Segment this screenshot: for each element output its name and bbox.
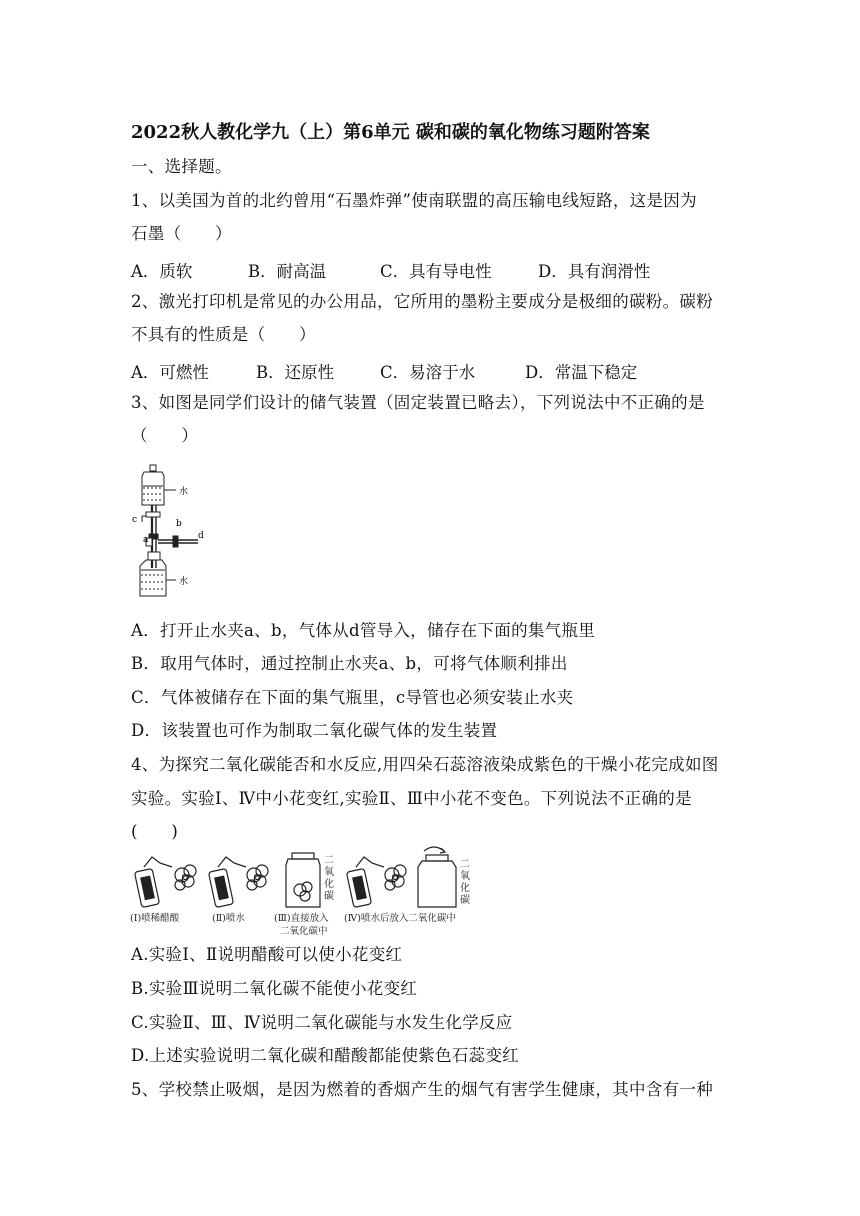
flower-experiment-figure xyxy=(130,845,475,940)
q4-option-c: C.实验Ⅱ、Ⅲ、Ⅳ说明二氧化碳能与水发生化学反应 xyxy=(131,1013,513,1032)
q4-option-d: D.上述实验说明二氧化碳和醋酸都能使紫色石蕊变红 xyxy=(131,1046,520,1065)
label-d: d xyxy=(198,531,204,541)
caption-exp-1: (Ⅰ)喷稀醋酸 xyxy=(130,913,180,924)
q5-stem-line1: 5、学校禁止吸烟，是因为燃着的香烟产生的烟气有害学生健康，其中含有一种 xyxy=(131,1080,713,1099)
caption-exp-3a: (Ⅲ)直接放入 xyxy=(274,913,329,924)
section-heading: 一、选择题。 xyxy=(131,157,232,176)
q1-option-c: C．具有导电性 xyxy=(380,262,492,281)
q4-option-a: A.实验Ⅰ、Ⅱ说明醋酸可以使小花变红 xyxy=(131,945,403,964)
flower-icon xyxy=(175,865,196,890)
q4-stem-line3: ( ) xyxy=(131,822,179,841)
q1-option-b: B．耐高温 xyxy=(248,262,327,281)
q1-option-d: D．具有润滑性 xyxy=(538,262,651,281)
caption-exp-3b: 二氧化碳中 xyxy=(280,926,328,937)
q2-option-d: D．常温下稳定 xyxy=(525,363,638,382)
co2-char: 碳 xyxy=(460,895,470,906)
sprayer-icon xyxy=(208,857,246,907)
sprayer-icon xyxy=(134,857,172,907)
q3-option-d: D．该装置也可作为制取二氧化碳气体的发生装置 xyxy=(131,721,498,740)
arrow-icon xyxy=(424,847,444,851)
jar-icon xyxy=(286,853,320,907)
q4-stem-line1: 4、为探究二氧化碳能否和水反应,用四朵石蕊溶液染成紫色的干燥小花完成如图 xyxy=(131,755,719,774)
co2-char: 二 xyxy=(324,855,334,866)
q1-option-a: A．质软 xyxy=(131,262,193,281)
q3-option-a: A．打开止水夹a、b，气体从d管导入，储存在下面的集气瓶里 xyxy=(131,621,596,640)
q2-options xyxy=(131,359,637,383)
document-title: 2022秋人教化学九（上）第6单元 碳和碳的氧化物练习题附答案 xyxy=(131,122,650,143)
flower-icon xyxy=(385,865,406,890)
q2-option-c: C．易溶于水 xyxy=(380,363,476,382)
q3-option-c: C．气体被储存在下面的集气瓶里，c导管也必须安装止水夹 xyxy=(131,688,574,707)
q1-options xyxy=(131,258,650,282)
label-water-bottom: 水 xyxy=(179,577,189,587)
label-c: c xyxy=(132,515,138,525)
jar-icon xyxy=(418,855,456,907)
sprayer-icon xyxy=(346,857,384,907)
label-water-top: 水 xyxy=(179,487,189,497)
flower-icon xyxy=(247,865,268,890)
label-a: a xyxy=(143,535,149,545)
label-b: b xyxy=(176,519,182,529)
q1-stem-line1: 1、以美国为首的北约曾用“石墨炸弹”使南联盟的高压输电线短路，这是因为 xyxy=(131,191,697,210)
q3-stem-line2: （ ） xyxy=(131,426,199,445)
co2-char: 二 xyxy=(460,859,470,870)
q3-option-b: B．取用气体时，通过控制止水夹a、b，可将气体顺利排出 xyxy=(131,654,568,673)
co2-char: 氧 xyxy=(324,867,334,878)
caption-exp-2: (Ⅱ)喷水 xyxy=(212,913,245,924)
q1-stem-line2: 石墨（ ） xyxy=(131,224,232,243)
caption-exp-4: (Ⅳ)喷水后放入二氧化碳中 xyxy=(344,913,456,924)
co2-char: 化 xyxy=(324,879,334,890)
co2-char: 碳 xyxy=(324,891,334,902)
q2-stem-line1: 2、激光打印机是常见的办公用品，它所用的墨粉主要成分是极细的碳粉。碳粉 xyxy=(131,292,713,311)
q2-option-b: B．还原性 xyxy=(256,363,335,382)
q3-stem-line1: 3、如图是同学们设计的储气装置（固定装置已略去），下列说法中不正确的是 xyxy=(131,393,705,412)
co2-char: 氧 xyxy=(460,871,470,882)
q4-stem-line2: 实验。实验Ⅰ、Ⅳ中小花变红,实验Ⅱ、Ⅲ中小花不变色。下列说法不正确的是 xyxy=(131,789,692,808)
q2-stem-line2: 不具有的性质是（ ） xyxy=(131,325,316,344)
q2-option-a: A．可燃性 xyxy=(131,363,209,382)
gas-storage-apparatus-figure xyxy=(128,460,218,600)
co2-char: 化 xyxy=(460,883,470,894)
q4-option-b: B.实验Ⅲ说明二氧化碳不能使小花变红 xyxy=(131,979,418,998)
